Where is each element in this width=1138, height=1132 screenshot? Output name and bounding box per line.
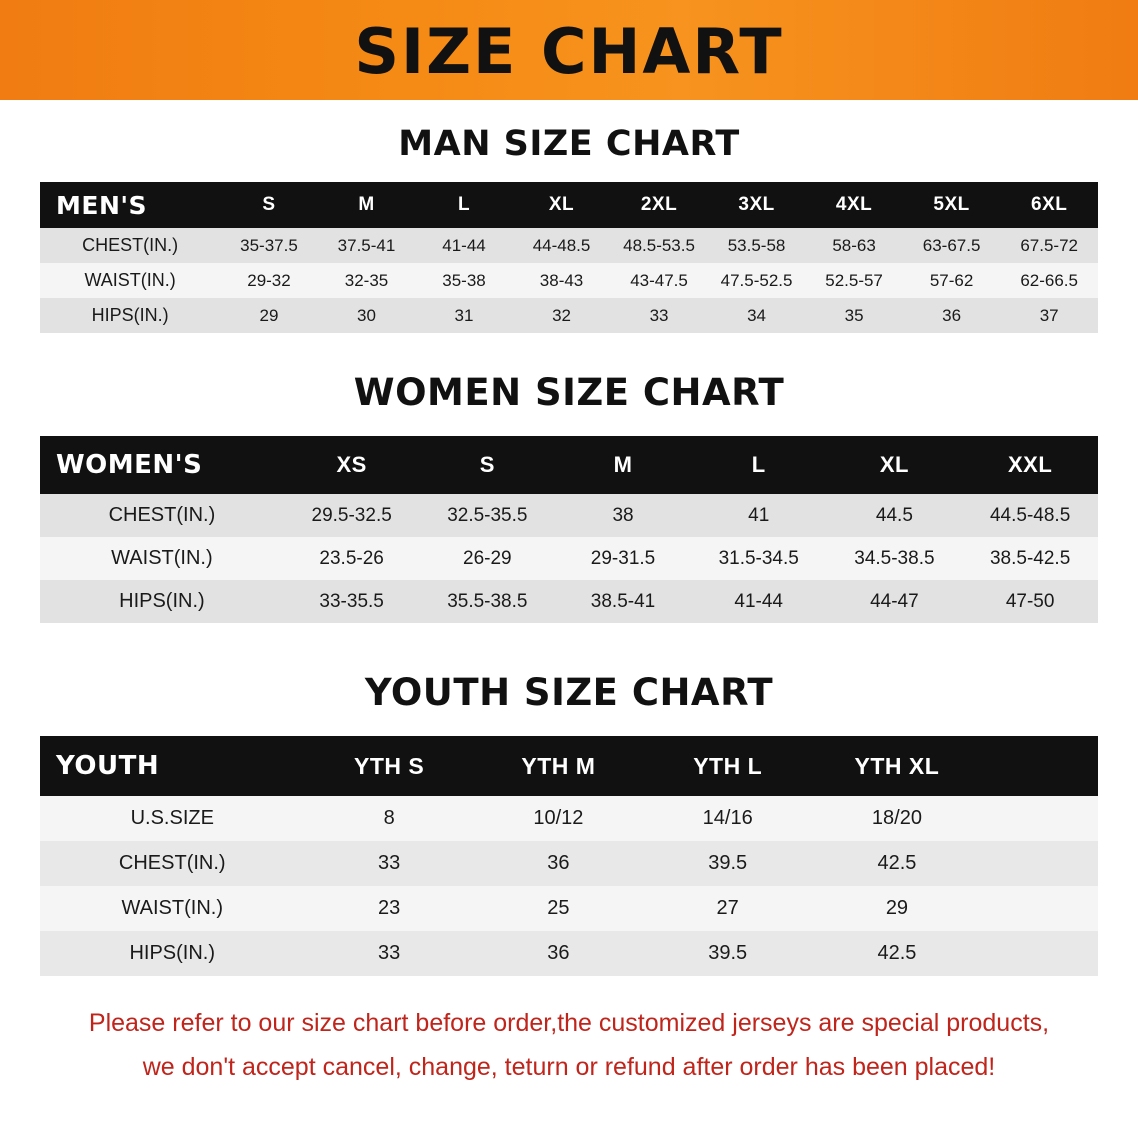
table-cell: 33-35.5 <box>284 580 420 623</box>
page-banner <box>0 0 1138 100</box>
man-col-header: 2XL <box>610 182 708 228</box>
table-cell: 33 <box>610 298 708 333</box>
table-row <box>40 494 1098 537</box>
youth-col-header: YTH XL <box>812 736 981 796</box>
table-row <box>40 298 1098 333</box>
women-col-header: S <box>420 436 556 494</box>
table-row <box>40 537 1098 580</box>
table-cell: 44.5-48.5 <box>962 494 1098 537</box>
table-row <box>40 263 1098 298</box>
table-cell: 26-29 <box>420 537 556 580</box>
women-size-table <box>40 436 1098 623</box>
table-cell: 34 <box>708 298 806 333</box>
table-cell: 37.5-41 <box>318 228 416 263</box>
table-cell: 32.5-35.5 <box>420 494 556 537</box>
table-cell: 30 <box>318 298 416 333</box>
row-label: HIPS(IN.) <box>40 931 305 976</box>
table-cell: 31 <box>415 298 513 333</box>
table-cell: 41-44 <box>691 580 827 623</box>
table-cell: 33 <box>305 841 474 886</box>
man-corner-label: MEN'S <box>40 182 220 228</box>
table-cell: 44-47 <box>827 580 963 623</box>
table-cell: 33 <box>305 931 474 976</box>
table-cell: 35 <box>805 298 903 333</box>
table-cell: 29.5-32.5 <box>284 494 420 537</box>
table-cell: 41-44 <box>415 228 513 263</box>
table-cell: 38-43 <box>513 263 611 298</box>
page-title: SIZE CHART <box>354 15 784 88</box>
table-row <box>40 841 1098 886</box>
women-corner-label: WOMEN'S <box>40 436 284 494</box>
table-cell: 42.5 <box>812 841 981 886</box>
table-row <box>40 796 1098 841</box>
man-col-header: 5XL <box>903 182 1001 228</box>
women-col-header: L <box>691 436 827 494</box>
row-label: WAIST(IN.) <box>40 537 284 580</box>
man-size-table <box>40 182 1098 333</box>
women-col-header: XL <box>827 436 963 494</box>
youth-corner-label: YOUTH <box>40 736 305 796</box>
youth-table-wrap <box>40 736 1098 976</box>
youth-col-header: YTH L <box>643 736 812 796</box>
women-col-header: XXL <box>962 436 1098 494</box>
man-col-header: M <box>318 182 416 228</box>
table-cell-spacer <box>982 931 1098 976</box>
man-col-header: L <box>415 182 513 228</box>
row-label: HIPS(IN.) <box>40 580 284 623</box>
man-col-header: 4XL <box>805 182 903 228</box>
man-table-wrap <box>40 182 1098 333</box>
youth-header-spacer <box>982 736 1098 796</box>
man-col-header: 3XL <box>708 182 806 228</box>
table-cell: 52.5-57 <box>805 263 903 298</box>
table-cell: 35-38 <box>415 263 513 298</box>
table-cell: 37 <box>1000 298 1098 333</box>
youth-col-header: YTH M <box>474 736 643 796</box>
table-cell: 58-63 <box>805 228 903 263</box>
row-label: HIPS(IN.) <box>40 298 220 333</box>
table-cell: 39.5 <box>643 841 812 886</box>
man-col-header: S <box>220 182 318 228</box>
table-row <box>40 931 1098 976</box>
table-cell: 29-32 <box>220 263 318 298</box>
table-cell: 63-67.5 <box>903 228 1001 263</box>
table-cell: 31.5-34.5 <box>691 537 827 580</box>
table-cell: 14/16 <box>643 796 812 841</box>
disclaimer-line-1: Please refer to our size chart before order,the customized jerseys are special products, <box>88 1009 1050 1037</box>
man-col-header: XL <box>513 182 611 228</box>
table-header-row <box>40 436 1098 494</box>
table-cell: 29 <box>220 298 318 333</box>
table-row <box>40 886 1098 931</box>
table-cell: 10/12 <box>474 796 643 841</box>
table-cell: 43-47.5 <box>610 263 708 298</box>
table-cell: 35.5-38.5 <box>420 580 556 623</box>
table-cell: 32 <box>513 298 611 333</box>
disclaimer-line-2: we don't accept cancel, change, teturn or refund after order has been placed! <box>142 1052 996 1081</box>
table-header-row <box>40 182 1098 228</box>
table-cell: 36 <box>903 298 1001 333</box>
table-cell: 8 <box>305 796 474 841</box>
table-cell: 44.5 <box>827 494 963 537</box>
table-cell: 48.5-53.5 <box>610 228 708 263</box>
table-cell: 39.5 <box>643 931 812 976</box>
table-cell: 35-37.5 <box>220 228 318 263</box>
table-cell: 29 <box>812 886 981 931</box>
table-cell: 38.5-41 <box>555 580 691 623</box>
row-label: WAIST(IN.) <box>40 263 220 298</box>
women-col-header: XS <box>284 436 420 494</box>
table-row <box>40 580 1098 623</box>
table-cell: 36 <box>474 931 643 976</box>
row-label: CHEST(IN.) <box>40 228 220 263</box>
table-cell: 23 <box>305 886 474 931</box>
man-col-header: 6XL <box>1000 182 1098 228</box>
table-row <box>40 228 1098 263</box>
table-cell-spacer <box>982 886 1098 931</box>
table-cell-spacer <box>982 841 1098 886</box>
table-cell: 32-35 <box>318 263 416 298</box>
table-cell: 38.5-42.5 <box>962 537 1098 580</box>
table-cell: 27 <box>643 886 812 931</box>
table-cell: 38 <box>555 494 691 537</box>
disclaimer-note <box>36 1002 1102 1090</box>
youth-col-header: YTH S <box>305 736 474 796</box>
table-cell: 34.5-38.5 <box>827 537 963 580</box>
table-cell-spacer <box>982 796 1098 841</box>
row-label: CHEST(IN.) <box>40 841 305 886</box>
table-cell: 53.5-58 <box>708 228 806 263</box>
table-cell: 67.5-72 <box>1000 228 1098 263</box>
row-label: U.S.SIZE <box>40 796 305 841</box>
table-cell: 36 <box>474 841 643 886</box>
man-section-heading: MAN SIZE CHART <box>398 124 740 164</box>
table-cell: 25 <box>474 886 643 931</box>
table-cell: 62-66.5 <box>1000 263 1098 298</box>
youth-size-table <box>40 736 1098 976</box>
table-cell: 47.5-52.5 <box>708 263 806 298</box>
table-cell: 44-48.5 <box>513 228 611 263</box>
row-label: CHEST(IN.) <box>40 494 284 537</box>
table-cell: 41 <box>691 494 827 537</box>
table-cell: 29-31.5 <box>555 537 691 580</box>
women-section-heading: WOMEN SIZE CHART <box>353 371 785 414</box>
row-label: WAIST(IN.) <box>40 886 305 931</box>
table-cell: 57-62 <box>903 263 1001 298</box>
youth-section-heading: YOUTH SIZE CHART <box>364 671 774 714</box>
table-cell: 23.5-26 <box>284 537 420 580</box>
table-cell: 47-50 <box>962 580 1098 623</box>
women-table-wrap <box>40 436 1098 623</box>
table-header-row <box>40 736 1098 796</box>
table-cell: 18/20 <box>812 796 981 841</box>
table-cell: 42.5 <box>812 931 981 976</box>
women-col-header: M <box>555 436 691 494</box>
